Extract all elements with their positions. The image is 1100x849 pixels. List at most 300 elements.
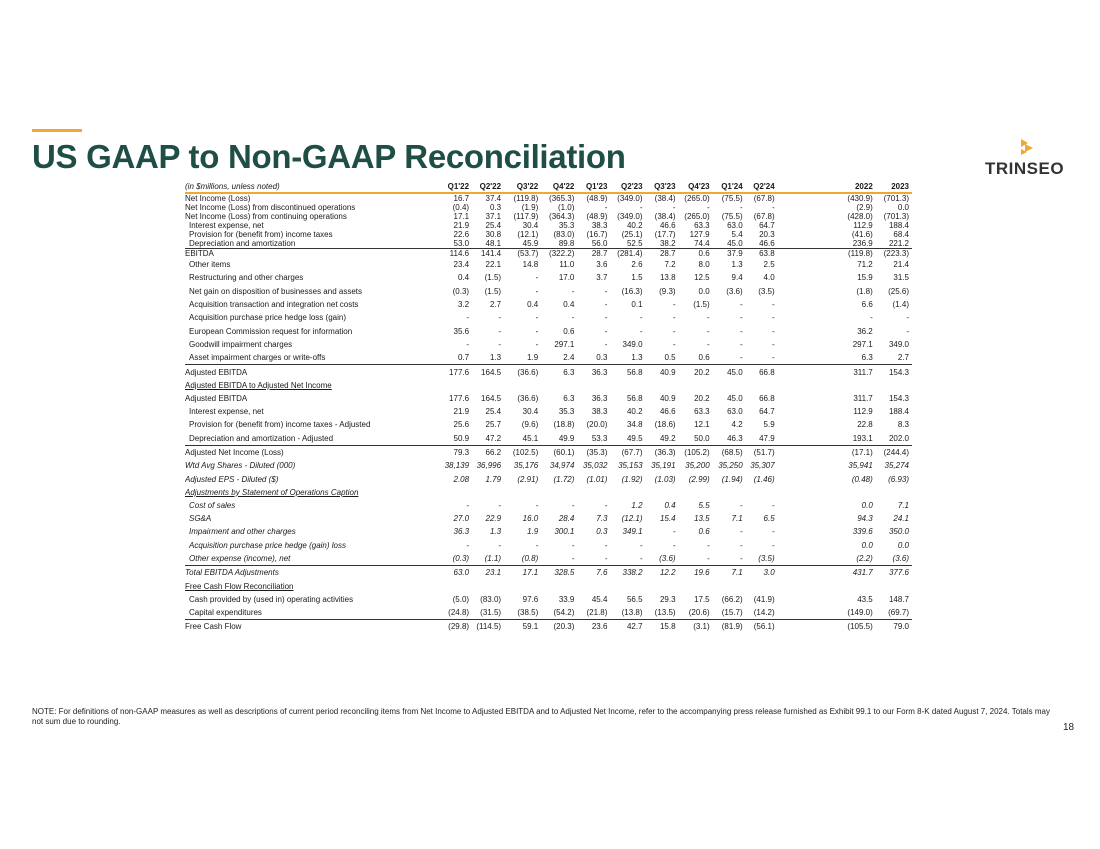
quarter-value: (1.5) <box>484 273 502 283</box>
quarter-value: 15.8 <box>646 620 679 634</box>
quarter-value: (1.5) <box>484 286 502 296</box>
quarter-value: 4.0 <box>763 273 775 283</box>
page-title: US GAAP to Non-GAAP Reconciliation <box>32 138 626 175</box>
quarter-value: 0.6 <box>679 249 713 259</box>
quarter-value: (1.94) <box>721 474 743 484</box>
quarter-value <box>746 580 778 593</box>
quarter-value <box>746 379 778 392</box>
quarter-value: (1.46) <box>753 474 775 484</box>
quarter-value <box>436 486 472 499</box>
quarter-value: 127.9 <box>689 230 710 239</box>
quarter-value <box>504 580 541 593</box>
quarter-value: 1.3 <box>489 353 502 363</box>
quarter-value: 25.4 <box>485 407 502 417</box>
column-gap <box>778 432 838 446</box>
quarter-value: - <box>772 339 775 349</box>
quarter-value: 2.4 <box>563 353 575 363</box>
table-row <box>185 552 912 566</box>
quarter-value: (0.3) <box>452 286 470 296</box>
quarter-value: (281.4) <box>610 249 645 259</box>
year-value: 311.7 <box>853 393 873 403</box>
quarter-header: Q2'22 <box>472 181 504 193</box>
quarter-value: 48.1 <box>485 239 502 248</box>
quarter-value: 27.0 <box>453 514 470 524</box>
logo-text: TRINSEO <box>985 159 1065 178</box>
quarter-value: 37.4 <box>485 194 502 203</box>
quarter-value: (119.8) <box>513 194 539 203</box>
quarter-value: - <box>706 339 710 349</box>
table-row <box>185 405 912 418</box>
quarter-value: 45.0 <box>727 393 743 403</box>
quarter-value: - <box>740 300 743 310</box>
quarter-value: 0.6 <box>698 353 710 363</box>
quarter-value <box>679 379 713 392</box>
quarter-value <box>610 486 645 499</box>
quarter-value: (1.92) <box>621 474 643 484</box>
quarter-value: 36,996 <box>476 461 502 471</box>
quarter-value: 34.8 <box>626 420 643 430</box>
quarter-value: 0.1 <box>631 300 643 310</box>
table-row <box>185 324 912 337</box>
quarter-value: 2.08 <box>453 474 470 484</box>
quarter-value: - <box>672 326 676 336</box>
column-gap <box>778 181 838 193</box>
quarter-value: (1.03) <box>654 474 676 484</box>
quarter-value: - <box>604 500 608 510</box>
table-row <box>185 249 912 259</box>
quarter-value: (13.5) <box>654 607 676 617</box>
row-label: Depreciation and amortization - Adjusted <box>189 433 334 443</box>
year-value: - <box>906 326 909 336</box>
row-label: European Commission request for information <box>189 326 353 336</box>
column-gap <box>778 203 838 212</box>
quarter-value: 49.9 <box>558 433 575 443</box>
row-label: SG&A <box>189 514 212 524</box>
quarter-value: - <box>639 203 643 212</box>
quarter-header: Q4'23 <box>679 181 713 193</box>
quarter-value: (364.3) <box>549 212 575 221</box>
quarter-value <box>472 486 504 499</box>
quarter-value: 89.8 <box>558 239 575 248</box>
quarter-value: (0.8) <box>521 554 539 564</box>
quarter-value: 0.3 <box>489 203 502 212</box>
year-value: 0.0 <box>897 203 909 212</box>
column-gap <box>778 230 838 239</box>
quarter-value: (29.8) <box>436 620 472 634</box>
quarter-header: Q3'23 <box>646 181 679 193</box>
quarter-value: 53.0 <box>453 239 470 248</box>
quarter-value: 12.5 <box>694 273 710 283</box>
quarter-value: 40.2 <box>626 407 643 417</box>
column-gap <box>778 392 838 405</box>
quarter-value: - <box>740 540 743 550</box>
quarter-header: Q1'22 <box>436 181 472 193</box>
quarter-value: (38.5) <box>517 607 539 617</box>
quarter-value: - <box>740 203 743 212</box>
quarter-value: - <box>535 273 539 283</box>
quarter-value <box>713 486 746 499</box>
quarter-value: - <box>604 313 608 323</box>
quarter-value: (1.01) <box>586 474 608 484</box>
quarter-value: 22.6 <box>453 230 470 239</box>
quarter-value: (102.5) <box>504 445 541 459</box>
row-label: Cost of sales <box>189 500 236 510</box>
quarter-value: - <box>571 500 575 510</box>
quarter-value: 47.2 <box>485 433 502 443</box>
quarter-value: - <box>740 326 743 336</box>
year-value: 431.7 <box>838 566 876 580</box>
quarter-value: 7.6 <box>577 566 610 580</box>
quarter-value: 35,250 <box>718 461 743 471</box>
quarter-value: 177.6 <box>449 393 470 403</box>
quarter-value: 35,191 <box>651 461 676 471</box>
quarter-value: 349.1 <box>622 527 643 537</box>
quarter-value <box>713 379 746 392</box>
quarter-value: (13.8) <box>621 607 643 617</box>
quarter-value: 14.8 <box>522 260 539 270</box>
quarter-value <box>646 580 679 593</box>
year-value: (2.9) <box>856 203 873 212</box>
quarter-value: 4.2 <box>731 420 743 430</box>
table-row <box>185 351 912 365</box>
quarter-value <box>610 580 645 593</box>
quarter-value: (24.8) <box>448 607 470 617</box>
year-value: 221.2 <box>888 239 909 248</box>
quarter-value: (3.5) <box>758 286 775 296</box>
year-header: 2022 <box>838 181 876 193</box>
column-gap <box>778 351 838 365</box>
year-value <box>876 379 912 392</box>
quarter-value: (83.0) <box>553 230 575 239</box>
row-label: Free Cash Flow <box>185 620 436 634</box>
quarter-value: 50.9 <box>453 433 470 443</box>
quarter-value: 12.1 <box>694 420 710 430</box>
table-row <box>185 203 912 212</box>
quarter-value <box>713 580 746 593</box>
quarter-value: (265.0) <box>684 194 710 203</box>
quarter-value <box>541 580 577 593</box>
year-value: 35,941 <box>848 461 873 471</box>
quarter-value <box>472 379 504 392</box>
quarter-value: (114.5) <box>472 620 504 634</box>
row-label: Adjusted EBITDA to Adjusted Net Income <box>185 380 332 390</box>
quarter-value: 0.6 <box>698 527 710 537</box>
quarter-value: 35.6 <box>453 326 470 336</box>
quarter-value: - <box>740 353 743 363</box>
quarter-value: (67.7) <box>610 445 645 459</box>
quarter-value: (25.1) <box>621 230 643 239</box>
year-value: 112.9 <box>853 221 873 230</box>
column-gap <box>778 499 838 512</box>
quarter-header: Q4'22 <box>541 181 577 193</box>
quarter-value: - <box>604 300 608 310</box>
column-gap <box>778 258 838 271</box>
quarter-value: 63.3 <box>694 407 710 417</box>
quarter-value: - <box>672 540 676 550</box>
quarter-value: 40.9 <box>659 393 676 403</box>
year-value: (105.5) <box>838 620 876 634</box>
column-gap <box>778 418 838 431</box>
quarter-value: 177.6 <box>436 365 472 379</box>
table-row <box>185 566 912 580</box>
quarter-value: 164.5 <box>481 393 502 403</box>
quarter-value: (9.3) <box>659 286 676 296</box>
year-value: 349.0 <box>888 339 909 349</box>
quarter-value: 1.79 <box>485 474 502 484</box>
quarter-value: 0.5 <box>664 353 676 363</box>
quarter-value: (5.0) <box>452 594 470 604</box>
year-value: (223.3) <box>876 249 912 259</box>
column-gap <box>778 512 838 525</box>
quarter-value: (36.6) <box>504 365 541 379</box>
quarter-value <box>436 379 472 392</box>
quarter-value: - <box>466 313 470 323</box>
quarter-value: - <box>706 203 710 212</box>
quarter-value: (20.0) <box>586 420 608 430</box>
quarter-value: 0.3 <box>596 527 608 537</box>
quarter-header: Q2'24 <box>746 181 778 193</box>
row-label: Cash provided by (used in) operating activities <box>189 594 354 604</box>
quarter-value: 42.7 <box>610 620 645 634</box>
year-value: 339.6 <box>852 527 873 537</box>
quarter-value: (20.3) <box>541 620 577 634</box>
quarter-value: 1.9 <box>527 527 539 537</box>
table-row <box>185 499 912 512</box>
year-value: 148.7 <box>888 594 909 604</box>
quarter-value: - <box>604 203 608 212</box>
quarter-value: (117.9) <box>513 212 539 221</box>
quarter-value: - <box>772 527 775 537</box>
year-value: 350.0 <box>888 527 909 537</box>
quarter-value: - <box>535 326 539 336</box>
quarter-value: 20.2 <box>679 365 713 379</box>
year-value: (701.3) <box>883 212 909 221</box>
quarter-value: 53.3 <box>591 433 608 443</box>
quarter-value: 37.9 <box>713 249 746 259</box>
quarter-value: (36.6) <box>517 393 539 403</box>
quarter-value: 46.6 <box>759 239 775 248</box>
year-value: 188.4 <box>888 407 909 417</box>
quarter-value: - <box>604 554 608 564</box>
quarter-value: - <box>772 540 775 550</box>
column-gap <box>778 285 838 298</box>
table-row <box>185 338 912 351</box>
year-value: 2.7 <box>897 353 909 363</box>
row-label: Wtd Avg Shares - Diluted (000) <box>185 461 296 471</box>
quarter-value: 11.0 <box>559 260 575 270</box>
quarter-value: 7.1 <box>713 566 746 580</box>
row-label: Restructuring and other charges <box>189 273 304 283</box>
column-gap <box>778 221 838 230</box>
quarter-value: - <box>772 313 775 323</box>
quarter-value: - <box>672 203 676 212</box>
quarter-value: (12.1) <box>621 514 643 524</box>
quarter-value: - <box>639 326 643 336</box>
quarter-value <box>472 580 504 593</box>
table-row <box>185 512 912 525</box>
quarter-value: - <box>740 339 743 349</box>
year-value: (6.93) <box>888 474 909 484</box>
column-gap <box>778 566 838 580</box>
quarter-value: (3.1) <box>679 620 713 634</box>
row-label: Asset impairment charges or write-offs <box>189 353 326 363</box>
year-value <box>838 580 876 593</box>
quarter-value: (31.5) <box>480 607 502 617</box>
quarter-value: 16.7 <box>453 194 470 203</box>
quarter-value: 35,200 <box>685 461 710 471</box>
quarter-value: 35,176 <box>513 461 539 471</box>
quarter-header: Q2'23 <box>610 181 645 193</box>
year-value: 202.0 <box>888 433 909 443</box>
quarter-value: (14.2) <box>753 607 775 617</box>
table-row <box>185 258 912 271</box>
quarter-value: (60.1) <box>541 445 577 459</box>
quarter-value: 40.9 <box>646 365 679 379</box>
quarter-value: - <box>740 527 743 537</box>
year-value: 0.0 <box>861 540 873 550</box>
quarter-value: 349.0 <box>622 339 643 349</box>
quarter-value <box>577 580 610 593</box>
quarter-header: Q1'23 <box>577 181 610 193</box>
quarter-value: (41.9) <box>753 594 775 604</box>
quarter-value <box>646 379 679 392</box>
year-value: 31.5 <box>893 273 909 283</box>
year-value: 6.3 <box>861 353 873 363</box>
year-value: (41.6) <box>851 230 873 239</box>
table-row <box>185 365 912 379</box>
quarter-value: 15.4 <box>659 514 676 524</box>
quarter-value: - <box>740 500 743 510</box>
quarter-value: - <box>706 554 710 564</box>
quarter-value: 2.6 <box>631 260 643 270</box>
quarter-value: 40.2 <box>626 221 643 230</box>
year-value: 193.1 <box>852 433 873 443</box>
year-value: (25.6) <box>888 286 909 296</box>
year-value: 71.2 <box>857 260 873 270</box>
quarter-value <box>646 486 679 499</box>
table-row <box>185 432 912 446</box>
year-value: 35,274 <box>884 461 909 471</box>
year-value: 36.2 <box>857 326 873 336</box>
quarter-value: 23.4 <box>453 260 470 270</box>
quarter-value: 22.9 <box>485 514 502 524</box>
quarter-value: 49.5 <box>626 433 643 443</box>
quarter-value: 3.6 <box>596 260 608 270</box>
row-label: Net Income (Loss) from discontinued operations <box>185 203 356 212</box>
quarter-value: (349.0) <box>617 194 643 203</box>
row-label: Interest expense, net <box>189 221 264 230</box>
quarter-value: (365.3) <box>549 194 575 203</box>
quarter-value: 6.3 <box>541 365 577 379</box>
quarter-value: (2.99) <box>688 474 710 484</box>
quarter-value: 56.8 <box>626 393 643 403</box>
quarter-value: 64.7 <box>759 221 775 230</box>
column-gap <box>778 239 838 249</box>
quarter-value: 56.5 <box>626 594 643 604</box>
quarter-value: - <box>740 313 743 323</box>
quarter-value: 30.4 <box>522 407 539 417</box>
quarter-value: (0.4) <box>452 203 470 212</box>
quarter-value: - <box>604 339 608 349</box>
table-row <box>185 418 912 431</box>
quarter-value: (3.6) <box>726 286 743 296</box>
quarter-value: 25.7 <box>485 420 502 430</box>
year-value: 112.9 <box>853 407 873 417</box>
year-value: 311.7 <box>838 365 876 379</box>
row-label: Total EBITDA Adjustments <box>185 566 436 580</box>
quarter-value <box>679 486 713 499</box>
quarter-value: 35.3 <box>558 407 575 417</box>
quarter-value: (48.9) <box>586 212 608 221</box>
quarter-value: 59.1 <box>504 620 541 634</box>
quarter-value: 63.3 <box>694 221 710 230</box>
quarter-value: - <box>498 326 502 336</box>
quarter-value: 35,307 <box>750 461 775 471</box>
quarter-value: (1.1) <box>484 554 502 564</box>
quarter-value: (2.91) <box>517 474 539 484</box>
quarter-value: (38.4) <box>654 194 676 203</box>
table-row <box>185 298 912 311</box>
quarter-value: (67.8) <box>753 212 775 221</box>
quarter-value <box>504 379 541 392</box>
quarter-value: - <box>571 554 575 564</box>
row-label: Impairment and other charges <box>189 527 296 537</box>
year-value: (17.1) <box>838 445 876 459</box>
quarter-value: (68.5) <box>713 445 746 459</box>
table-row <box>185 472 912 485</box>
quarter-value: 17.0 <box>558 273 575 283</box>
quarter-value: (21.8) <box>586 607 608 617</box>
quarter-value: - <box>535 339 539 349</box>
quarter-value: 28.4 <box>558 514 575 524</box>
quarter-value: 3.0 <box>746 566 778 580</box>
quarter-value: (18.6) <box>654 420 676 430</box>
quarter-value: (1.5) <box>693 300 710 310</box>
title-accent-bar <box>32 129 82 132</box>
quarter-value: - <box>706 540 710 550</box>
year-value <box>876 486 912 499</box>
quarter-value: 6.5 <box>763 514 775 524</box>
year-value: (2.2) <box>856 554 873 564</box>
year-value: 6.6 <box>861 300 873 310</box>
quarter-value: 13.5 <box>694 514 710 524</box>
year-value: 236.9 <box>852 239 873 248</box>
quarter-value: 28.7 <box>646 249 679 259</box>
column-gap <box>778 193 838 203</box>
quarter-value: 25.4 <box>485 221 502 230</box>
column-gap <box>778 365 838 379</box>
row-label: Free Cash Flow Reconciliation <box>185 581 294 591</box>
year-value: 377.6 <box>876 566 912 580</box>
quarter-value: 0.3 <box>596 353 608 363</box>
quarter-value: (0.3) <box>452 554 470 564</box>
quarter-value: 38.3 <box>591 407 608 417</box>
quarter-value: - <box>535 540 539 550</box>
quarter-value: 29.3 <box>659 594 676 604</box>
quarter-value: 1.2 <box>631 500 643 510</box>
column-gap <box>778 249 838 259</box>
quarter-value: - <box>639 554 643 564</box>
quarter-value: (36.3) <box>646 445 679 459</box>
quarter-value: 38,139 <box>444 461 470 471</box>
column-gap <box>778 271 838 284</box>
column-gap <box>778 539 838 552</box>
table-row <box>185 221 912 230</box>
row-label: Interest expense, net <box>189 407 264 417</box>
year-value: 79.0 <box>876 620 912 634</box>
quarter-value: 38.2 <box>659 239 676 248</box>
quarter-value: 64.7 <box>759 407 775 417</box>
